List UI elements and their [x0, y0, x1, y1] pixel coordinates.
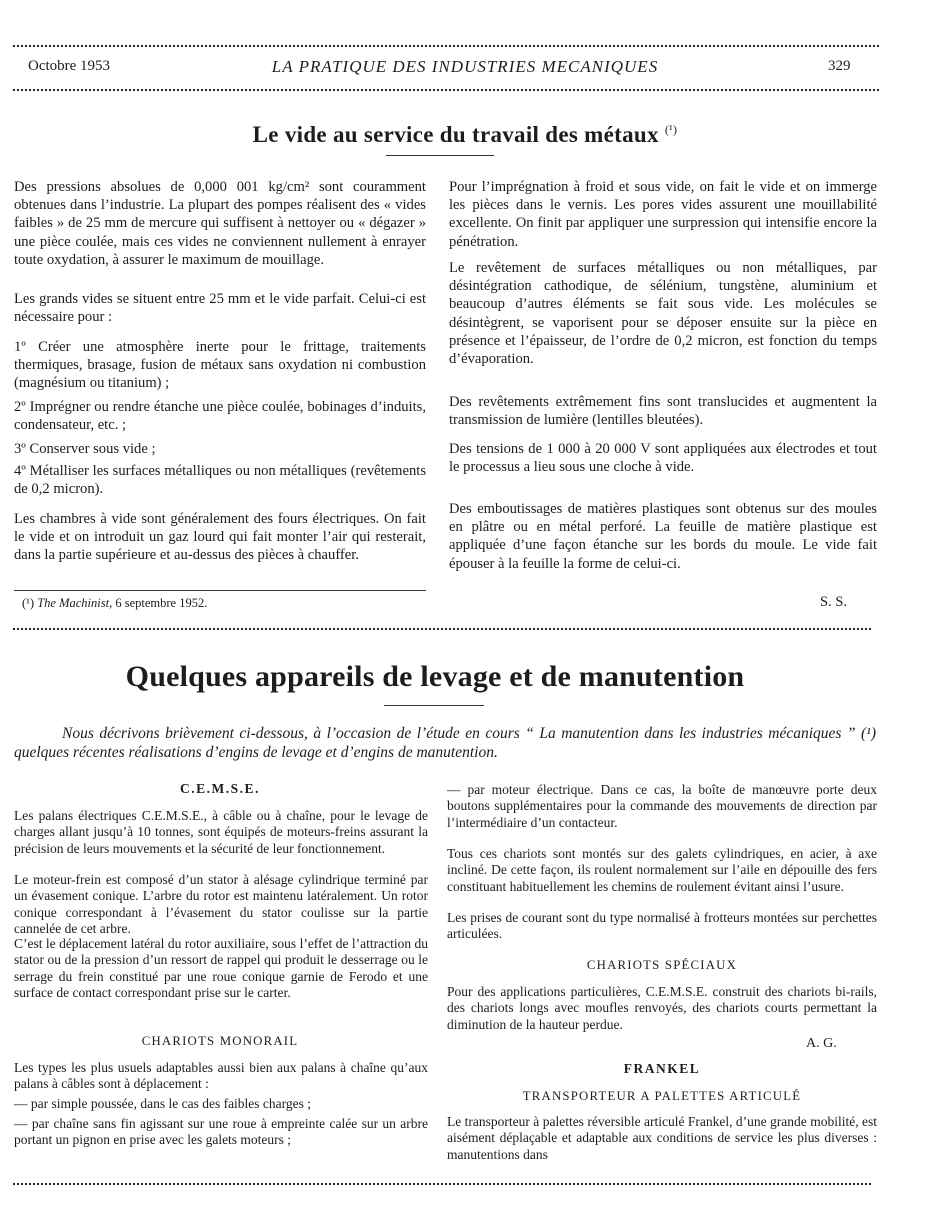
footnote-date: 6 septembre 1952. [115, 596, 208, 610]
article2-signature: A. G. [806, 1036, 837, 1051]
article1-left-p5: 3º Conserver sous vide ; [14, 441, 156, 457]
article-separator-rule [12, 627, 872, 631]
cemse-p2: Le moteur-frein est composé d’un stator à alésage cylindrique terminé par un évasement conique. L’arbre du rotor est maintenu latéralement. Un rotor conique correspondant à l’évasement du stator coulisse sur la partie cannelée de cet arbre. [14, 872, 428, 937]
monorail-p2: — par simple poussée, dans le cas des faibles charges ; [14, 1096, 312, 1111]
article1-left-p1: Des pressions absolues de 0,000 001 kg/cm² sont couramment obtenues dans l’industrie. La plupart des pompes réalisent des « vides faibles » de 25 mm de mercure qui suffisent à nettoyer ou « dégazer » une pièce coulée, mais ces vides ne conviennent nullement à enrayer toute oxydation, à assurer le maximum de mouillage. [14, 179, 426, 268]
article2-intro: Nous décrivons brièvement ci-dessous, à l’occasion de l’étude en cours “ La manutention dans les industries mécaniques ” (¹) quelques récentes réalisations d’engins de levage et d’engins de manutention. [14, 725, 876, 761]
header-top-rule [12, 44, 880, 48]
article1-left-p7: Les chambres à vide sont généralement des fours électriques. On fait le vide et on introduit un gaz lourd qui fait monter l’air qui resterait, dans la partie supérieure et au-dessus des pièces à chauffer. [14, 511, 426, 564]
article1-right-p3: Des revêtements extrêmement fins sont translucides et augmentent la transmission de lumière (lentilles bleutées). [449, 394, 877, 429]
article1-right-p4: Des tensions de 1 000 à 20 000 V sont appliquées aux électrodes et tout le processus a lieu sous une cloche à vide. [449, 441, 877, 476]
frankel-paragraph: Le transporteur à palettes réversible articulé Frankel, d’une grande mobilité, est aisément déplaçable et adaptable aux conditions de service les plus diverses : manutentions dans [447, 1114, 877, 1162]
article1-title [0, 122, 930, 148]
article2-right-p3: Les prises de courant sont du type normalisé à frotteurs montées sur perchettes articulées. [447, 910, 877, 942]
header-bottom-rule [12, 88, 880, 92]
footnote-mark: (¹) [22, 596, 35, 610]
article1-right-p1: Pour l’imprégnation à froid et sous vide, on fait le vide et on immerge les pièces dans le vernis. Les pores vides assurent une mouillabilité excellente. On finit par appliquer une surpression qui intensifie encore la pénétration. [449, 179, 877, 250]
article2-title: Quelques appareils de levage et de manutention [125, 660, 745, 693]
monorail-p3: — par chaîne sans fin agissant sur une roue à empreinte calée sur un arbre portant un pignon en prise avec les galets moteurs ; [14, 1116, 428, 1148]
article1-left-p3: 1º Créer une atmosphère inerte pour le frittage, traitements thermiques, brasage, fusion de métaux sans oxydation ni combustion (magnésium ou titanium) ; [14, 339, 426, 392]
article1-title-underline [386, 155, 494, 156]
footnote-source: The Machinist, [37, 596, 113, 610]
cemse-p3: C’est le déplacement latéral du rotor auxiliaire, sous l’effet de l’attraction du stator ou de la pression d’un ressort de rappel qui produit le desserrage ou le serrage du frein constitué par une roue conique garnie de Ferodo et une surface de contact correspondant prise sur le carter. [14, 936, 428, 1001]
cemse-p1: Les palans électriques C.E.M.S.E., à câble ou à chaîne, pour le levage de charges allant jusqu’à 10 tonnes, sont équipés de moteurs-freins assurant la précision de leurs mouvements et la sécurité de leur fonctionnement. [14, 808, 428, 856]
monorail-heading: CHARIOTS MONORAIL [141, 1034, 299, 1048]
article1-footnote [22, 596, 207, 611]
monorail-p1: Les types les plus usuels adaptables aussi bien aux palans à chaîne qu’aux palans à câbles sont à déplacement : [14, 1060, 428, 1092]
speciaux-paragraph: Pour des applications particulières, C.E.M.S.E. construit des chariots bi-rails, des chariots longs avec moufles renvoyés, des chariots courts permettant la diminution de la hauteur perdue. [447, 984, 877, 1032]
article2-right-p2: Tous ces chariots sont montés sur des galets cylindriques, en acier, à axe incliné. De cette façon, ils roulent normalement sur l’aile en dépouille des fers constituant habituellement les chemins de roulement évitant ainsi l’usure. [447, 846, 877, 894]
article1-signature: S. S. [820, 594, 848, 610]
article1-right-p5: Des emboutissages de matières plastiques sont obtenus sur des moules en plâtre ou en métal perforé. La feuille de matière plastique est appliquée d’une façon étanche sur les bords du moule. Le vide fait épouser à la feuille la forme de celui-ci. [449, 501, 877, 572]
article1-left-p6: 4º Métalliser les surfaces métalliques ou non métalliques (revêtements de 0,2 micron). [14, 463, 426, 498]
frankel-subheading: TRANSPORTEUR A PALETTES ARTICULÉ [522, 1089, 802, 1103]
header-journal-title: LA PRATIQUE DES INDUSTRIES MECANIQUES [271, 57, 659, 76]
page-bottom-rule [12, 1182, 872, 1186]
article2-right-p1: — par moteur électrique. Dans ce cas, la boîte de manœuvre porte deux boutons supplémentaires pour la commande des mouvements de direction par l’intermédiaire d’un contacteur. [447, 782, 877, 830]
article1-title-text: Le vide au service du travail des métaux [252, 122, 659, 147]
header-page-number: 329 [828, 58, 851, 74]
frankel-heading: FRANKEL [623, 1061, 701, 1076]
article1-right-p2: Le revêtement de surfaces métalliques ou non métalliques, par désintégration cathodique, de sélénium, tungstène, aluminium et beaucoup d’autres éléments se fait sous vide. Les molécules se désintègrent, se vaporisent pour se déposer ensuite sur la pièce en présence et l’épaisseur, de l’ordre de 0,2 micron, est fonction du temps d’évaporation. [449, 260, 877, 368]
article2-title-underline [384, 705, 484, 706]
article1-left-p4: 2º Imprégner ou rendre étanche une pièce coulée, bobinages d’induits, condensateur, etc. ; [14, 399, 426, 434]
speciaux-heading: CHARIOTS SPÉCIAUX [586, 958, 738, 972]
footnote-rule [14, 590, 426, 591]
article1-left-p2: Les grands vides se situent entre 25 mm et le vide parfait. Celui-ci est nécessaire pour : [14, 291, 426, 326]
cemse-heading: C.E.M.S.E. [180, 781, 260, 796]
article1-note-mark: (¹) [664, 122, 678, 137]
header-date: Octobre 1953 [28, 58, 111, 74]
